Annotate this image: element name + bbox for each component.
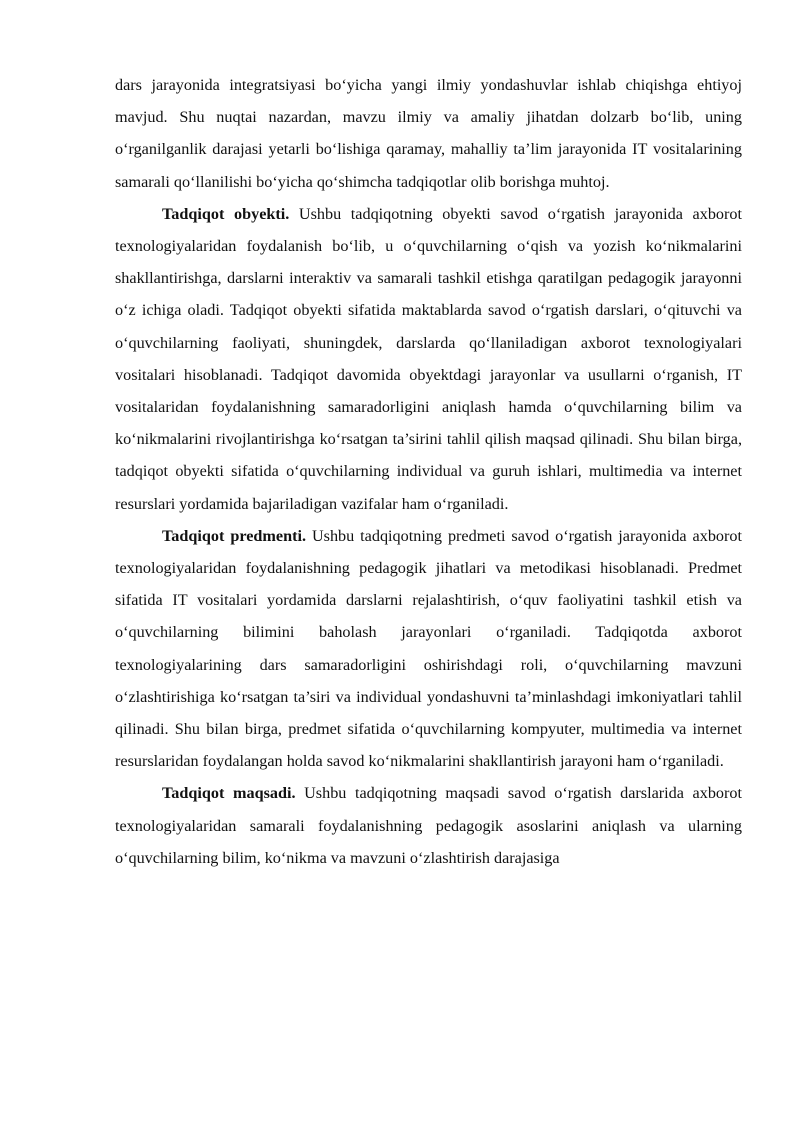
paragraph-text: dars jarayonida integratsiyasi bo‘yicha yangi ilmiy yondashuvlar ishlab chiqishga ehtiyoj mavjud. Shu nuqtai nazardan, mavzu ilmiy va amaliy jihatdan dolzarb bo‘lib, uning o‘rganilganlik darajasi yetarli bo‘lishiga qaramay, mahalliy ta’lim jarayonida IT vositalarining samarali qo‘llanilishi bo‘yicha qo‘shimcha tadqiqotlar olib borishga muhtoj. bbox=[115, 76, 742, 191]
paragraph-text: Ushbu tadqiqotning predmeti savod o‘rgatish jarayonida axborot texnologiyalaridan foydalanishning pedagogik jihatlari va metodikasi hisoblanadi. Predmet sifatida IT vositalari yordamida darslarni rejalashtirish, o‘quv faoliyatini tashkil etish va o‘quvchilarning bilimini baholash jarayonlari o‘rganiladi. Tadqiqotda axborot texnologiyalarining dars samaradorligini oshirishdagi roli, o‘quvchilarning mavzuni o‘zlashtirishiga ko‘rsatgan ta’siri va individual yondashuvni ta’minlashdagi imkoniyatlari tahlil qilinadi. Shu bilan birga, predmet sifatida o‘quvchilarning kompyuter, multimedia va internet resurslaridan foydalangan holda savod ko‘nikmalarini shakllantirish jarayoni ham o‘rganiladi. bbox=[115, 526, 742, 771]
paragraph-text: Ushbu tadqiqotning maqsadi savod o‘rgatish darslarida axborot texnologiyalaridan samarali foydalanishning pedagogik asoslarini aniqlash va ularning o‘quvchilarning bilim, ko‘nikma va mavzuni o‘zlashtirish darajasiga bbox=[115, 784, 742, 867]
paragraph-heading: Tadqiqot obyekti. bbox=[162, 204, 290, 223]
paragraph-heading: Tadqiqot maqsadi. bbox=[162, 784, 296, 803]
paragraph-heading: Tadqiqot predmenti. bbox=[162, 526, 307, 545]
paragraph-text: Ushbu tadqiqotning obyekti savod o‘rgatish jarayonida axborot texnologiyalaridan foydalanish bo‘lib, u o‘quvchilarning o‘qish va yozish ko‘nikmalarini shakllantirishga, darslarni interaktiv va samarali tashkil etishga qaratilgan pedagogik jarayonni o‘z ichiga oladi. Tadqiqot obyekti sifatida maktablarda savod o‘rgatish darslari, o‘qituvchi va o‘quvchilarning faoliyati, shuningdek, darslarda qo‘llaniladigan axborot texnologiyalari vositalari hisoblanadi. Tadqiqot davomida obyektdagi jarayonlar va usullarni o‘rganish, IT vositalaridan foydalanishning samaradorligini aniqlash hamda o‘quvchilarning bilim va ko‘nikmalarini rivojlantirishga ko‘rsatgan ta’sirini tahlil qilish maqsad qilinadi. Shu bilan birga, tadqiqot obyekti sifatida o‘quvchilarning individual va guruh ishlari, multimedia va internet resurslari yordamida bajariladigan vazifalar ham o‘rganiladi. bbox=[115, 204, 742, 513]
document-page bbox=[115, 69, 742, 874]
paragraph-continuation bbox=[115, 69, 742, 198]
paragraph-research-goal bbox=[115, 777, 742, 874]
paragraph-research-object bbox=[115, 198, 742, 520]
paragraph-research-subject bbox=[115, 520, 742, 778]
